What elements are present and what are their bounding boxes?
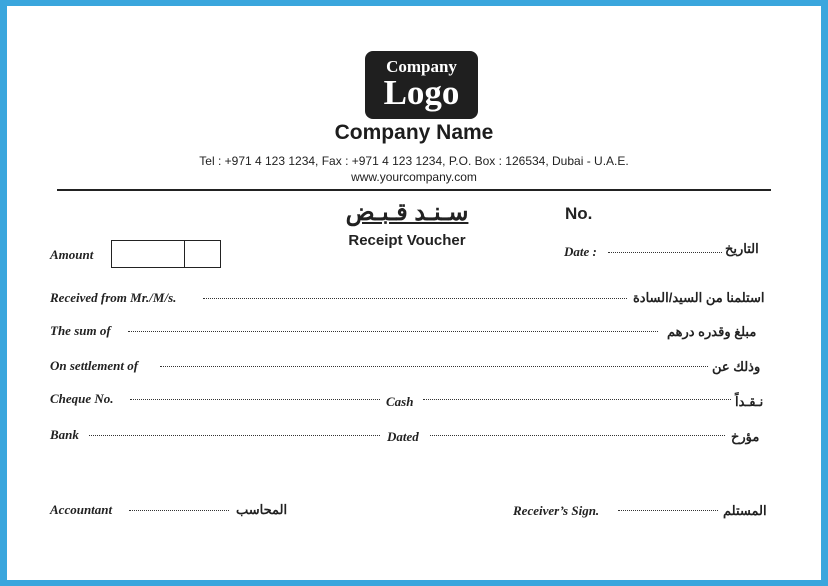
cheque-label: Cheque No. — [50, 391, 114, 406]
receiver-signature-field[interactable] — [618, 509, 718, 511]
accountant-signature-field[interactable] — [129, 509, 229, 511]
date-label: Date : — [564, 244, 597, 259]
cheque-field[interactable] — [130, 398, 380, 400]
sum-of-label: The sum of — [50, 323, 111, 338]
receiver-label-arabic: المستلم — [723, 503, 767, 518]
cash-label: Cash — [386, 394, 414, 409]
bank-label: Bank — [50, 427, 79, 442]
logo-line-1: Company — [386, 57, 457, 76]
received-from-label-arabic: استلمنا من السيد/السادة — [633, 290, 765, 305]
amount-box[interactable] — [111, 240, 221, 268]
dated-field[interactable] — [430, 434, 725, 436]
cash-field[interactable] — [423, 398, 731, 400]
amount-label: Amount — [50, 247, 94, 262]
header-divider — [57, 189, 771, 191]
voucher-title-arabic: سـنـد قـبـض — [345, 199, 469, 226]
sum-of-label-arabic: مبلغ وقدره درهم — [667, 324, 757, 339]
voucher-title-english: Receipt Voucher — [348, 232, 466, 249]
bank-field[interactable] — [89, 434, 380, 436]
company-contact: Tel : +971 4 123 1234, Fax : +971 4 123 1234, P.O. Box : 126534, Dubai - U.A.E. — [199, 154, 629, 168]
date-label-arabic: التاريخ — [725, 241, 759, 256]
company-website: www.yourcompany.com — [351, 170, 477, 184]
dated-label-arabic: مؤرخ — [731, 429, 760, 444]
logo-line-2: Logo — [383, 73, 460, 112]
settlement-field[interactable] — [160, 365, 708, 367]
amount-box-divider — [184, 241, 185, 267]
accountant-label-arabic: المحاسب — [236, 502, 288, 517]
dated-label: Dated — [387, 429, 419, 444]
receiver-signature-label: Receiver’s Sign. — [513, 503, 600, 518]
cash-label-arabic: نـقـداً — [735, 394, 764, 409]
received-from-field[interactable] — [203, 297, 627, 299]
date-field[interactable] — [608, 251, 722, 253]
voucher-number-label: No. — [565, 204, 593, 223]
settlement-label-arabic: وذلك عن — [712, 359, 761, 374]
receipt-voucher-sheet — [7, 6, 821, 580]
company-logo — [365, 51, 478, 119]
company-name: Company Name — [334, 121, 494, 144]
settlement-label: On settlement of — [50, 358, 139, 373]
accountant-label: Accountant — [50, 502, 113, 517]
received-from-label: Received from Mr./M/s. — [50, 290, 177, 305]
sum-of-field[interactable] — [128, 330, 658, 332]
